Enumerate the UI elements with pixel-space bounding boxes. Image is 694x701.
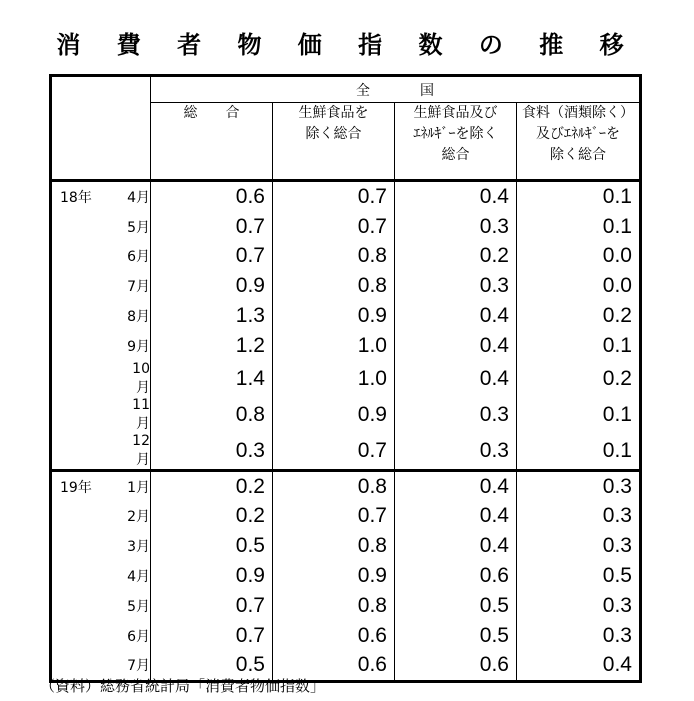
table-row — [51, 212, 641, 242]
value-cell: 0.3 — [517, 502, 641, 532]
value-cell: 0.3 — [395, 212, 517, 242]
month-label: 7月 — [127, 279, 150, 296]
value-cell: 0.2 — [517, 301, 641, 331]
table-row — [51, 242, 641, 272]
row-label — [51, 361, 151, 397]
row-label — [51, 301, 151, 331]
column-header-excl-fresh-food: 生鮮食品を 除く総合 — [273, 103, 395, 181]
value-cell: 1.4 — [151, 361, 273, 397]
value-cell: 0.1 — [517, 212, 641, 242]
row-label — [51, 397, 151, 433]
row-label — [51, 331, 151, 361]
value-cell: 0.5 — [151, 651, 273, 682]
value-cell: 0.6 — [273, 621, 395, 651]
value-cell: 0.4 — [395, 181, 517, 212]
value-cell: 0.8 — [273, 591, 395, 621]
table-row — [51, 397, 641, 433]
value-cell: 0.8 — [273, 470, 395, 501]
row-label — [51, 271, 151, 301]
month-label: 4月 — [127, 189, 150, 206]
month-label: 3月 — [127, 539, 150, 556]
row-label — [51, 242, 151, 272]
table-body — [51, 181, 641, 682]
value-cell: 0.8 — [273, 271, 395, 301]
page-title: 消 費 者 物 価 指 数 の 推 移 — [56, 31, 638, 59]
table-row — [51, 561, 641, 591]
value-cell: 0.8 — [273, 531, 395, 561]
value-cell: 0.3 — [517, 531, 641, 561]
row-label — [51, 470, 151, 501]
row-label — [51, 433, 151, 471]
row-label — [51, 212, 151, 242]
header-corner — [51, 76, 151, 181]
value-cell: 0.8 — [151, 397, 273, 433]
value-cell: 0.1 — [517, 331, 641, 361]
table-row — [51, 502, 641, 532]
value-cell: 0.9 — [273, 301, 395, 331]
row-label — [51, 591, 151, 621]
value-cell: 0.4 — [395, 470, 517, 501]
row-label — [51, 561, 151, 591]
value-cell: 0.3 — [151, 433, 273, 471]
table-row — [51, 301, 641, 331]
value-cell: 1.0 — [273, 331, 395, 361]
table-row — [51, 271, 641, 301]
year-label: 18年 — [60, 189, 92, 206]
column-header-excl-fresh-food-energy: 生鮮食品及び ｴﾈﾙｷﾞｰを除く 総合 — [395, 103, 517, 181]
month-label: 6月 — [127, 249, 150, 266]
value-cell: 0.4 — [395, 361, 517, 397]
column-header-overall: 総 合 — [151, 103, 273, 181]
value-cell: 0.6 — [273, 651, 395, 682]
value-cell: 0.2 — [151, 502, 273, 532]
value-cell: 0.4 — [395, 502, 517, 532]
value-cell: 0.0 — [517, 242, 641, 272]
value-cell: 0.9 — [273, 397, 395, 433]
value-cell: 1.3 — [151, 301, 273, 331]
row-label — [51, 531, 151, 561]
cpi-table — [49, 74, 642, 683]
month-label: 1月 — [127, 479, 150, 496]
table-row — [51, 621, 641, 651]
value-cell: 0.5 — [395, 621, 517, 651]
group-header-nationwide: 全 国 — [151, 76, 641, 103]
month-label: 10月 — [132, 360, 150, 396]
table-row — [51, 470, 641, 501]
value-cell: 0.3 — [517, 470, 641, 501]
value-cell: 0.6 — [395, 651, 517, 682]
value-cell: 0.3 — [517, 591, 641, 621]
value-cell: 0.4 — [395, 331, 517, 361]
month-label: 8月 — [127, 309, 150, 326]
table-row — [51, 531, 641, 561]
month-label: 5月 — [127, 219, 150, 236]
value-cell: 0.5 — [151, 531, 273, 561]
value-cell: 0.7 — [273, 181, 395, 212]
table-row — [51, 331, 641, 361]
month-label: 7月 — [127, 658, 150, 675]
row-label — [51, 502, 151, 532]
source-note: （資料）総務省統計局「消費者物価指数」 — [40, 677, 326, 695]
value-cell: 0.9 — [151, 271, 273, 301]
value-cell: 1.0 — [273, 361, 395, 397]
value-cell: 0.1 — [517, 397, 641, 433]
month-label: 5月 — [127, 598, 150, 615]
month-label: 6月 — [127, 628, 150, 645]
month-label: 2月 — [127, 509, 150, 526]
value-cell: 1.2 — [151, 331, 273, 361]
value-cell: 0.2 — [395, 242, 517, 272]
month-label: 9月 — [127, 338, 150, 355]
value-cell: 0.3 — [517, 621, 641, 651]
value-cell: 0.7 — [273, 212, 395, 242]
table-row — [51, 433, 641, 471]
value-cell: 0.7 — [273, 433, 395, 471]
value-cell: 0.1 — [517, 433, 641, 471]
value-cell: 0.7 — [151, 591, 273, 621]
value-cell: 0.8 — [273, 242, 395, 272]
value-cell: 0.1 — [517, 181, 641, 212]
value-cell: 0.7 — [273, 502, 395, 532]
value-cell: 0.4 — [395, 531, 517, 561]
month-label: 12月 — [132, 432, 150, 468]
value-cell: 0.2 — [151, 470, 273, 501]
value-cell: 0.7 — [151, 621, 273, 651]
month-label: 4月 — [127, 569, 150, 586]
value-cell: 0.9 — [151, 561, 273, 591]
table-row — [51, 181, 641, 212]
value-cell: 0.4 — [395, 301, 517, 331]
year-label: 19年 — [60, 479, 92, 496]
month-label: 11月 — [132, 396, 150, 432]
value-cell: 0.5 — [395, 591, 517, 621]
value-cell: 0.7 — [151, 212, 273, 242]
table-row — [51, 591, 641, 621]
value-cell: 0.0 — [517, 271, 641, 301]
value-cell: 0.3 — [395, 397, 517, 433]
value-cell: 0.2 — [517, 361, 641, 397]
value-cell: 0.9 — [273, 561, 395, 591]
value-cell: 0.3 — [395, 271, 517, 301]
value-cell: 0.6 — [151, 181, 273, 212]
value-cell: 0.4 — [517, 651, 641, 682]
row-label — [51, 181, 151, 212]
value-cell: 0.3 — [395, 433, 517, 471]
value-cell: 0.7 — [151, 242, 273, 272]
value-cell: 0.6 — [395, 561, 517, 591]
table-row — [51, 361, 641, 397]
value-cell: 0.5 — [517, 561, 641, 591]
row-label — [51, 621, 151, 651]
column-header-excl-food-energy: 食料（酒類除く） 及びｴﾈﾙｷﾞｰを 除く総合 — [517, 103, 641, 181]
